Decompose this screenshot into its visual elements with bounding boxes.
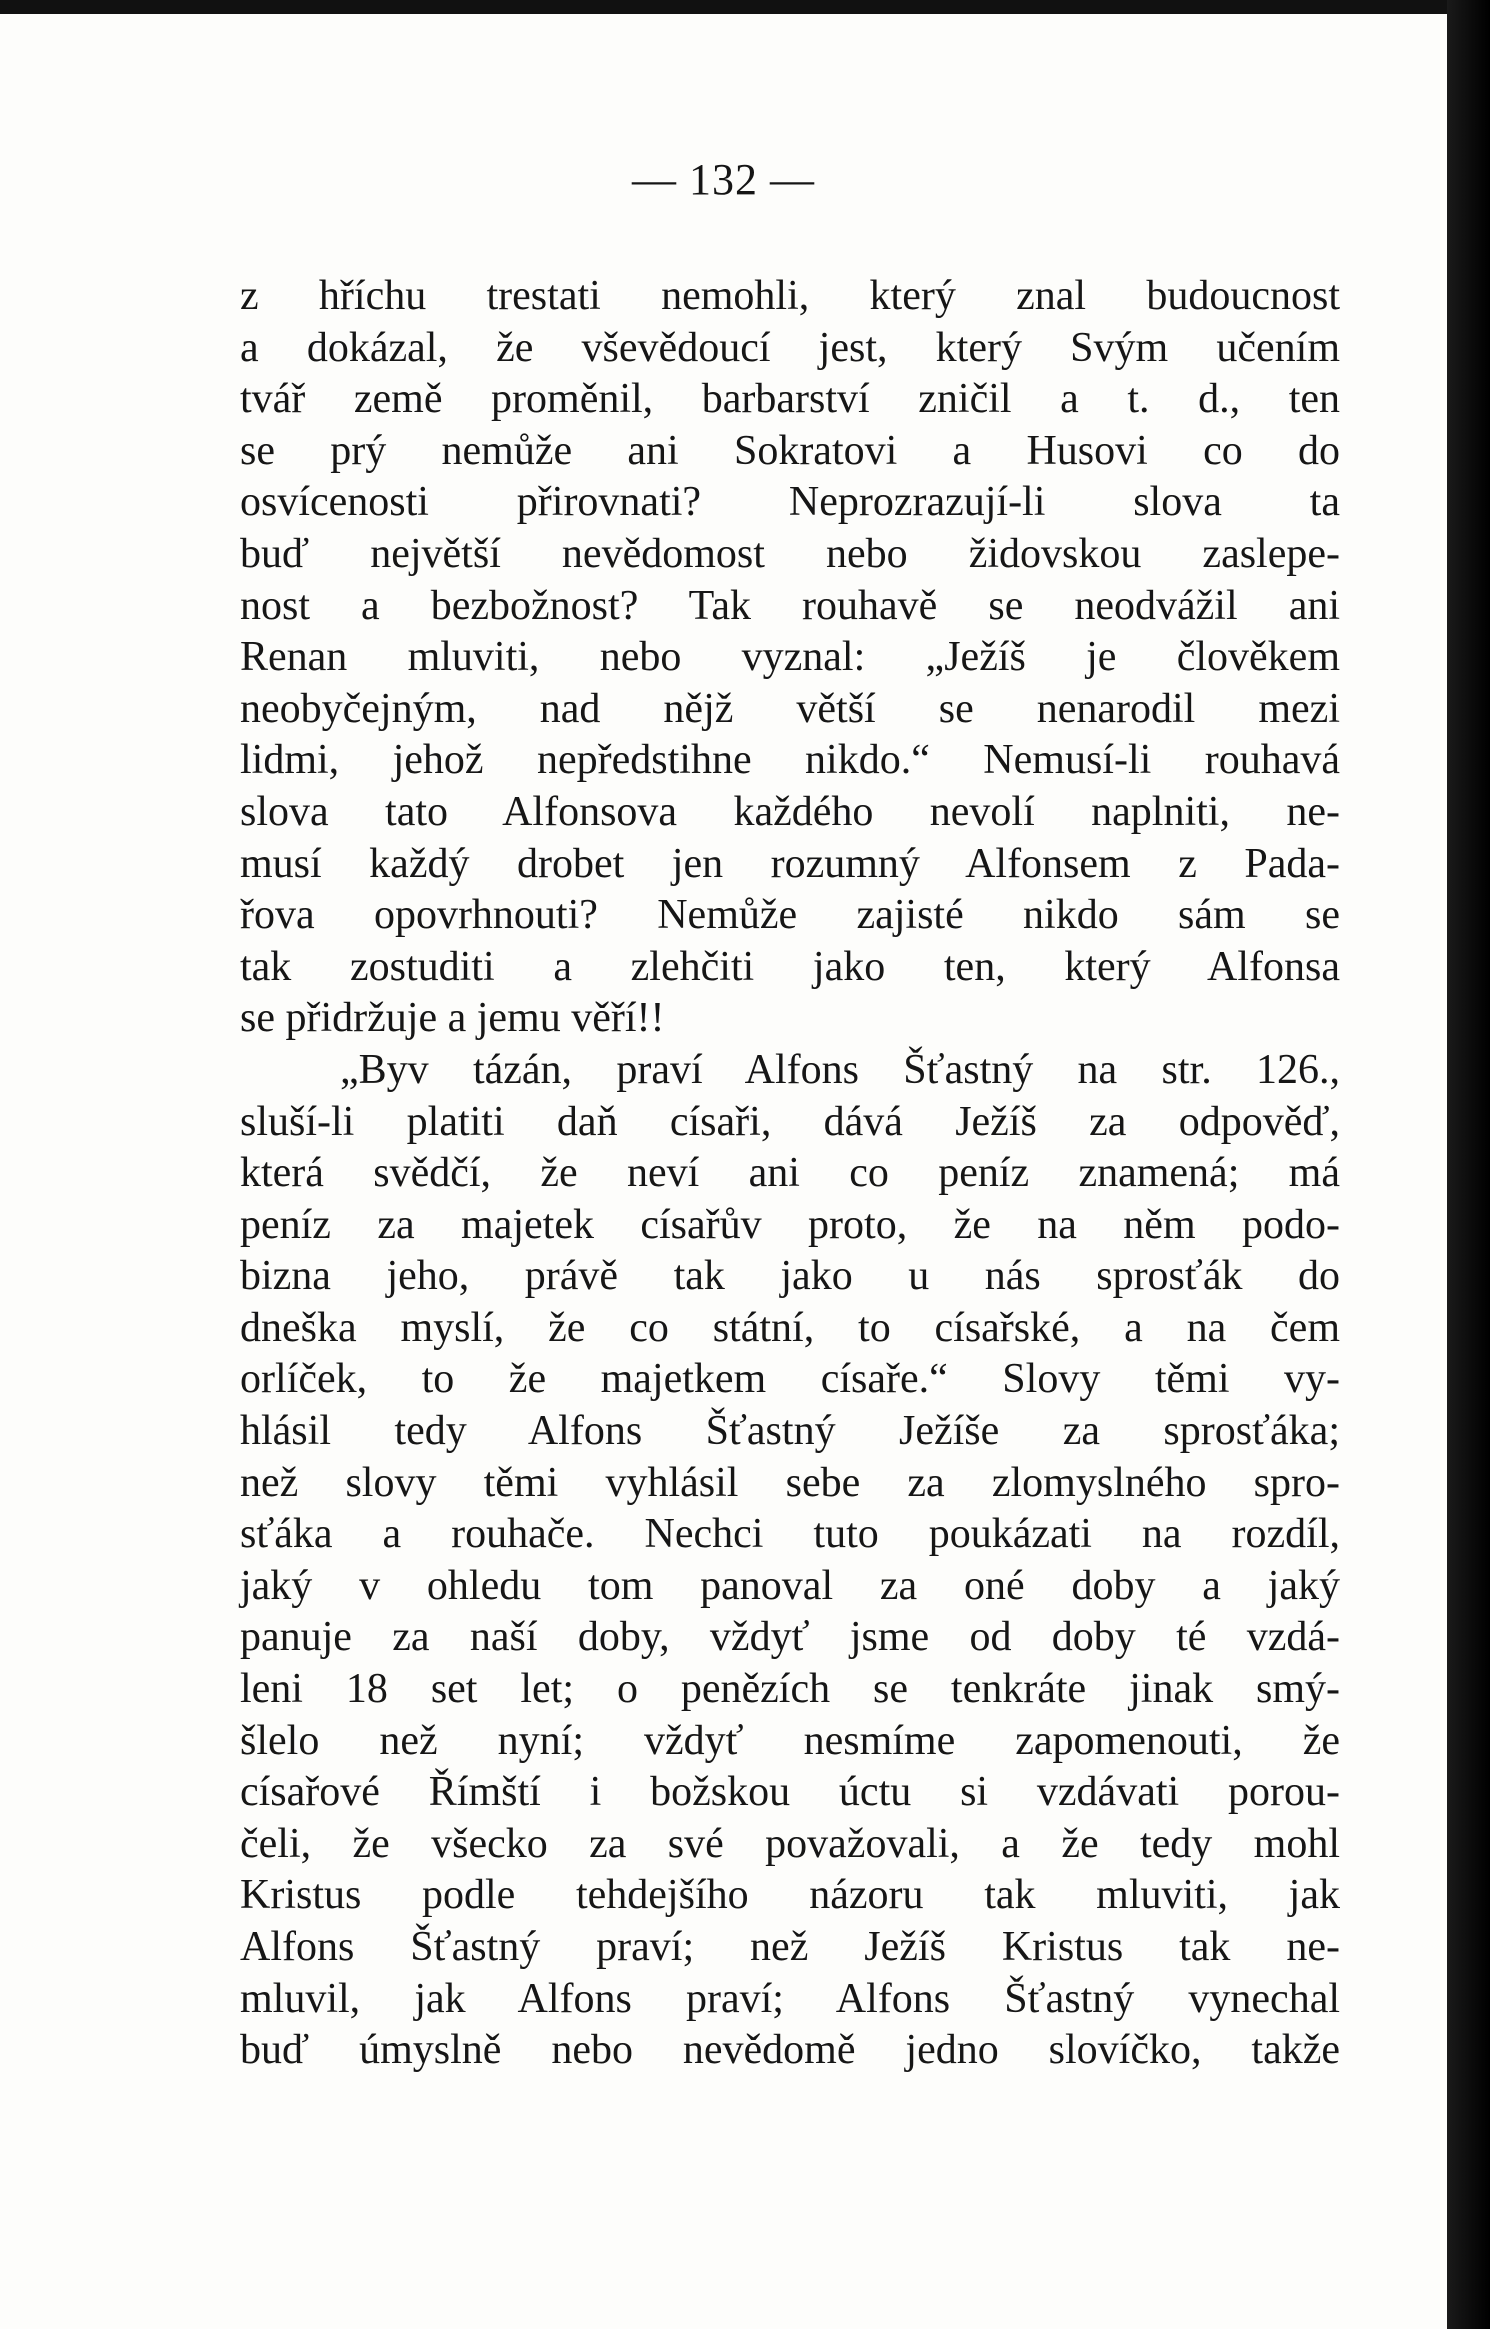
text-line: a dokázal, že vševědoucí jest, který Svým učením bbox=[240, 324, 1340, 371]
text-line: bizna jeho, právě tak jako u nás sprosťák do bbox=[240, 1253, 1340, 1300]
page-number: — 132 — bbox=[632, 155, 815, 204]
text-line: šlelo než nyní; vždyť nesmíme zapomenouti, že bbox=[240, 1717, 1340, 1764]
text-line: Alfons Šťastný praví; než Ježíš Kristus tak ne- bbox=[240, 1924, 1340, 1970]
text-line: nost a bezbožnost? Tak rouhavě se neodvážil ani bbox=[240, 582, 1340, 629]
text-line: buď úmyslně nebo nevědomě jedno slovíčko, takže bbox=[240, 2027, 1340, 2074]
text-line: která svědčí, že neví ani co peníz znamená; má bbox=[240, 1150, 1340, 1197]
text-line: mluvil, jak Alfons praví; Alfons Šťastný vynechal bbox=[240, 1975, 1340, 2022]
text-line: musí každý drobet jen rozumný Alfonsem z Pada- bbox=[240, 840, 1340, 887]
text-line: peníz za majetek císařův proto, že na něm podo- bbox=[240, 1201, 1340, 1248]
body-text bbox=[240, 271, 1340, 2077]
text-line: sluší-li platiti daň císaři, dává Ježíš za odpověď, bbox=[240, 1098, 1340, 1145]
text-line: se přidržuje a jemu věří!! bbox=[240, 995, 665, 1042]
text-line: slova tato Alfonsova každého nevolí naplniti, ne- bbox=[240, 788, 1340, 835]
text-line: řova opovrhnouti? Nemůže zajisté nikdo sám se bbox=[240, 892, 1340, 939]
text-line: sťáka a rouhače. Nechci tuto poukázati na rozdíl, bbox=[240, 1511, 1340, 1558]
text-line: „Byv tázán, praví Alfons Šťastný na str. 126., bbox=[340, 1046, 1340, 1093]
text-line: císařové Římští i božskou úctu si vzdávati porou- bbox=[240, 1769, 1340, 1816]
text-line: tak zostuditi a zlehčiti jako ten, který Alfonsa bbox=[240, 943, 1340, 990]
text-line: tvář země proměnil, barbarství zničil a t. d., ten bbox=[240, 376, 1340, 423]
text-line: z hříchu trestati nemohli, který znal budoucnost bbox=[240, 273, 1340, 319]
text-line: než slovy těmi vyhlásil sebe za zlomyslného spro- bbox=[240, 1459, 1340, 1506]
text-line: neobyčejným, nad nějž větší se nenarodil mezi bbox=[240, 685, 1340, 732]
text-line: lidmi, jehož nepředstihne nikdo.“ Nemusí-li rouhavá bbox=[240, 737, 1340, 784]
text-line: Renan mluviti, nebo vyznal: „Ježíš je člověkem bbox=[240, 634, 1340, 681]
text-line: se prý nemůže ani Sokratovi a Husovi co do bbox=[240, 427, 1340, 474]
text-line: panuje za naší doby, vždyť jsme od doby té vzdá- bbox=[240, 1614, 1340, 1661]
text-line: orlíček, to že majetkem císaře.“ Slovy těmi vy- bbox=[240, 1356, 1340, 1403]
text-line: Kristus podle tehdejšího názoru tak mluviti, jak bbox=[240, 1872, 1340, 1919]
text-line: buď největší nevědomost nebo židovskou zaslepe- bbox=[240, 530, 1340, 577]
text-line: dneška myslí, že co státní, to císařské, a na čem bbox=[240, 1304, 1340, 1351]
text-line: hlásil tedy Alfons Šťastný Ježíše za sprosťáka; bbox=[240, 1408, 1340, 1455]
text-line: osvícenosti přirovnati? Neprozrazují-li slova ta bbox=[240, 479, 1340, 526]
scan-edge bbox=[1447, 0, 1490, 2329]
text-line: jaký v ohledu tom panoval za oné doby a jaký bbox=[240, 1562, 1340, 1609]
text-line: čeli, že všecko za své považovali, a že tedy mohl bbox=[240, 1820, 1340, 1867]
text-line: leni 18 set let; o penězích se tenkráte jinak smý- bbox=[240, 1666, 1340, 1713]
